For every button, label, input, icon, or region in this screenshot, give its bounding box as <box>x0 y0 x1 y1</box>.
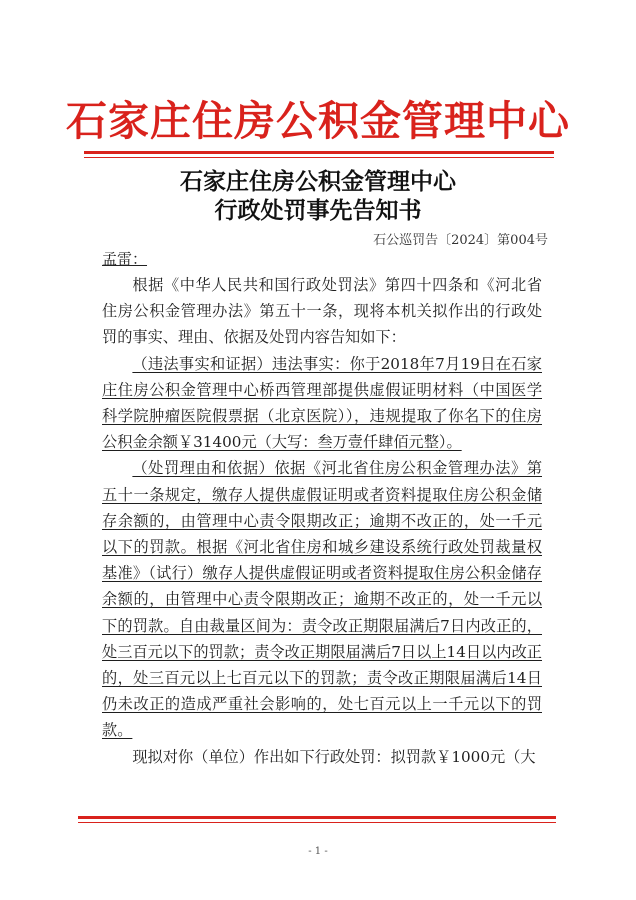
document-title-line-2: 行政处罚事先告知书 <box>214 197 422 224</box>
document-number: 石公巡罚告〔2024〕第004号 <box>373 233 548 248</box>
paragraph-facts: （违法事实和证据）违法事实：你于2018年7月19日在石家庄住房公积金管理中心桥西管理部提供虚假证明材料（中国医学科学院肿瘤医院假票据（北京医院）），违规提取了你名下的住房公积金余额￥31400元（大写：叁万壹仟肆佰元整）。 <box>102 354 542 452</box>
paragraph-legal-basis: 根据《中华人民共和国行政处罚法》第四十四条和《河北省住房公积金管理办法》第五十一条，现将本机关拟作出的行政处罚的事实、理由、依据及处罚内容告知如下： <box>102 276 542 347</box>
letterhead-rule-thin <box>84 157 554 158</box>
letterhead-title: 石家庄住房公积金管理中心 <box>66 97 570 145</box>
addressee: 孟雷： <box>102 250 148 268</box>
document-title-line-1: 石家庄住房公积金管理中心 <box>180 168 456 195</box>
footer-rule-thin <box>78 822 556 823</box>
paragraph-reasons: （处罚理由和依据）依据《河北省住房公积金管理办法》第五十一条规定，缴存人提供虚假证明或者资料提取住房公积金储存余额的，由管理中心责令限期改正；逾期不改正的，处一千元以下的罚款。根据《河北省住房和城乡建设系统行政处罚裁量权基准》（试行）缴存人提供虚假证明或者资料提取住房公积金储存余额的，由管理中心责令限期改正；逾期不改正的，处一千元以下的罚款。自由裁量区间为：责令改正期限届满后7日内改正的，处三百元以下的罚款；责令改正期限届满后7日以上14日以内改正的，处三百元以上七百元以下的罚款；责令改正期限届满后14日仍未改正的造成严重社会影响的，处七百元以上一千元以下的罚款。 <box>102 459 542 740</box>
paragraph-penalty: 现拟对你（单位）作出如下行政处罚：拟罚款￥1000元（大 <box>132 747 536 766</box>
footer-rule-thick <box>78 816 556 819</box>
body-text <box>102 272 542 770</box>
letterhead-rule-thick <box>84 151 554 154</box>
page-number: - 1 - <box>308 846 328 857</box>
